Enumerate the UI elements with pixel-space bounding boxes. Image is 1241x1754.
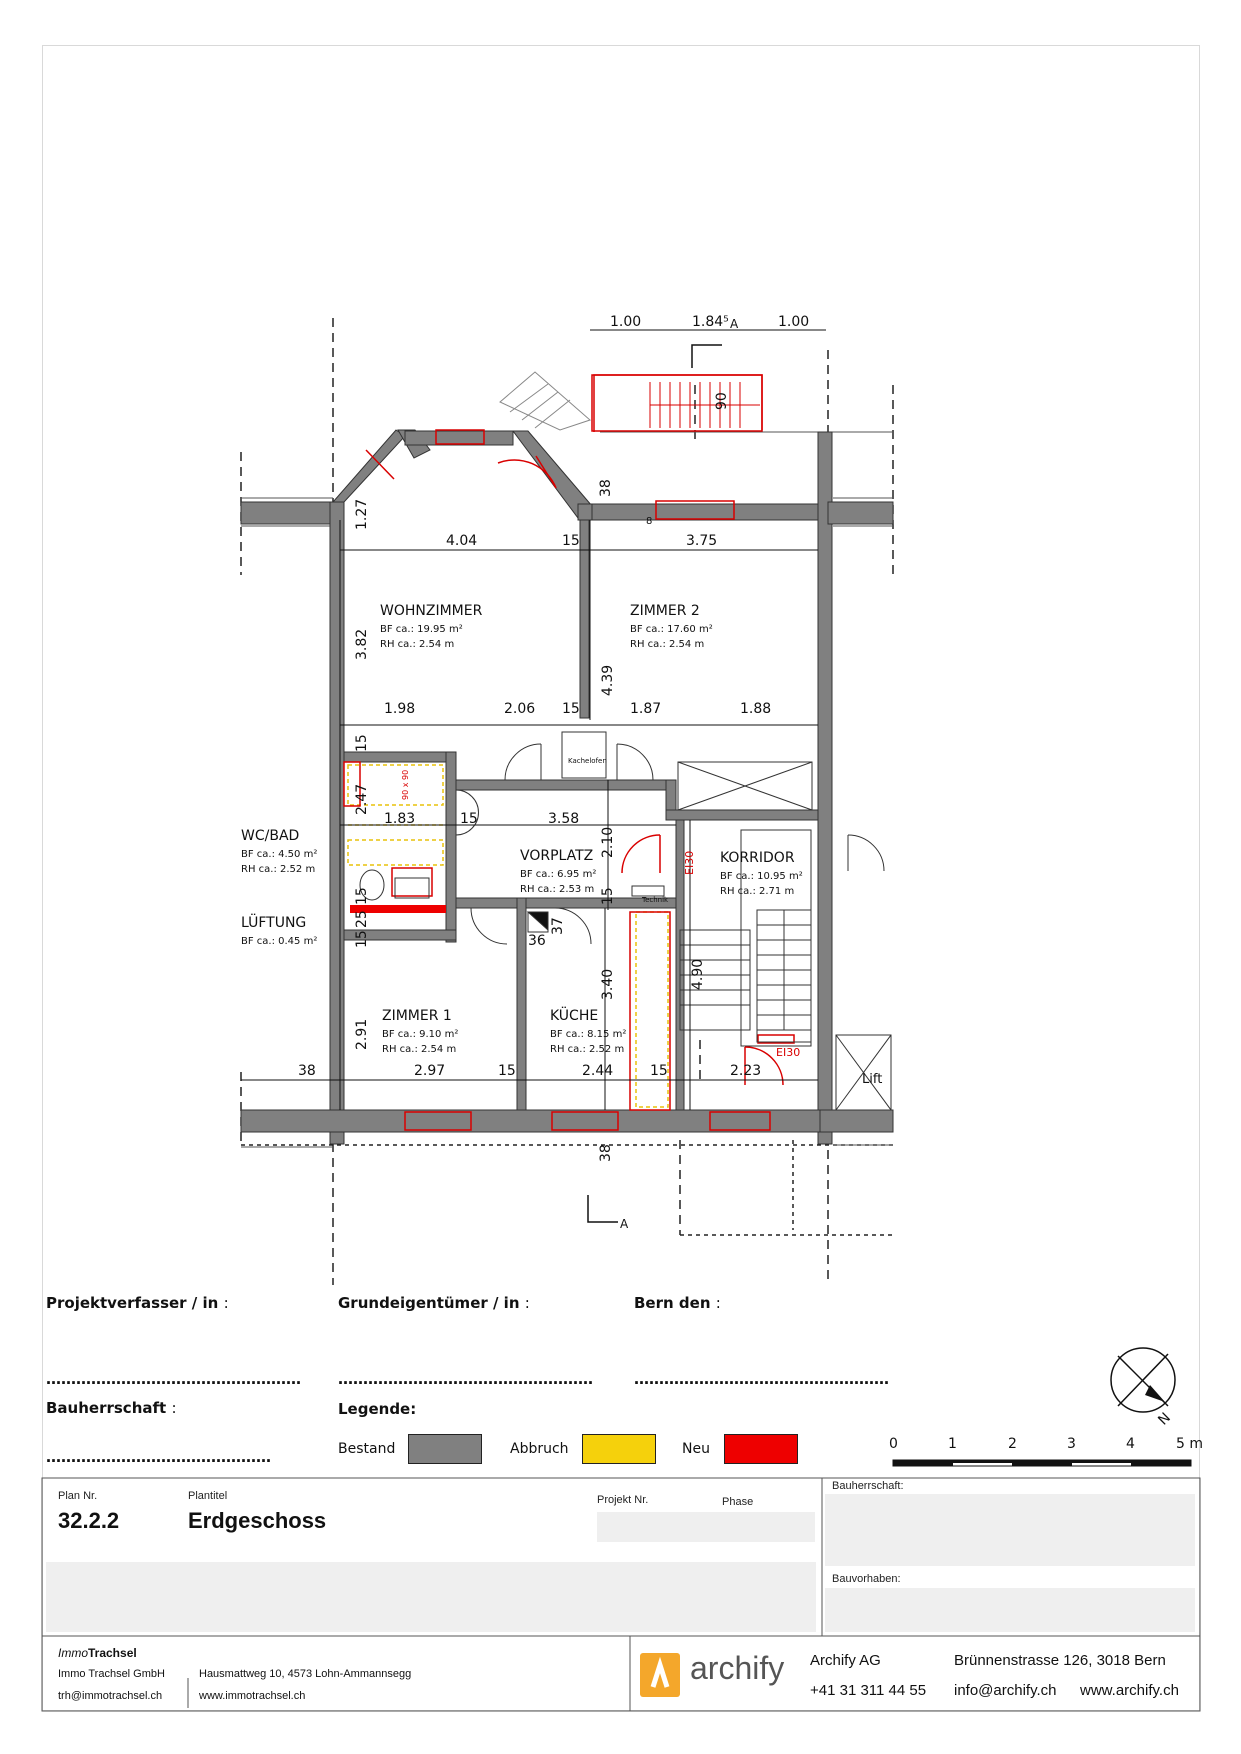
old-stair: [500, 372, 590, 430]
phase-label: Phase: [722, 1496, 754, 1508]
dim-text: 15: [498, 1063, 516, 1079]
legend-bestand-label: Bestand: [338, 1441, 396, 1457]
dim-text: 15: [600, 887, 616, 905]
bauherrschaft-label: Bauherrschaft:: [832, 1480, 904, 1492]
dim-text: 4.90: [690, 958, 706, 990]
room-name-vorplatz: VORPLATZ: [520, 848, 594, 864]
room-name-kueche: KÜCHE: [550, 1008, 599, 1024]
dim-text: 2.44: [582, 1063, 614, 1079]
plan-nr-label: Plan Nr.: [58, 1490, 98, 1502]
room-area: BF ca.: 17.60 m²: [630, 624, 713, 635]
room-area: BF ca.: 4.50 m²: [241, 849, 318, 860]
immo-address: Hausmattweg 10, 4573 Lohn-Ammannsegg: [199, 1668, 412, 1680]
scale-tick: 4: [1126, 1436, 1135, 1452]
scale-tick: 2: [1008, 1436, 1017, 1452]
scale-tick: 5 m: [1176, 1436, 1203, 1452]
room-height: RH ca.: 2.52 m: [550, 1044, 625, 1055]
signature-line: ………………………………………: [46, 1448, 271, 1466]
technik-label: Technik: [642, 896, 669, 904]
legend-bestand-swatch: [408, 1434, 482, 1464]
legend-abbruch-label: Abbruch: [510, 1441, 569, 1457]
immo-logo: ImmoTrachsel: [58, 1646, 137, 1660]
kachelofen-label: Kachelofen: [568, 757, 607, 765]
room-name-wcbad: WC/BAD: [241, 828, 300, 844]
dim-text: 2.23: [730, 1063, 762, 1079]
scale-tick: 3: [1067, 1436, 1076, 1452]
scale-ticks: [889, 1436, 1203, 1452]
scale-tick: 1: [948, 1436, 957, 1452]
scale-tick: 0: [889, 1436, 898, 1452]
room-height: RH ca.: 2.53 m: [520, 884, 595, 895]
lift-label: Lift: [862, 1072, 883, 1087]
projekt-nr-label: Projekt Nr.: [597, 1494, 649, 1506]
dim-text: 25: [354, 910, 370, 928]
legend-title: Legende:: [338, 1400, 417, 1418]
dim-text: 2.47: [354, 783, 370, 815]
dim-text: 15: [354, 887, 370, 905]
room-height: RH ca.: 2.52 m: [241, 864, 316, 875]
bauherrschaft-field: [825, 1494, 1195, 1566]
signature-line: ……………………………………………: [338, 1370, 593, 1388]
dim-text: 15: [562, 701, 580, 717]
dim-text: 1.83: [384, 811, 416, 827]
signature-line: ……………………………………………: [634, 1370, 889, 1388]
dim-text: 3.82: [354, 628, 370, 660]
archify-web[interactable]: www.archify.ch: [1080, 1682, 1179, 1699]
legend-neu-label: Neu: [682, 1441, 710, 1457]
bauvorhaben-label: Bauvorhaben:: [832, 1573, 901, 1585]
dim-text: 37: [550, 917, 566, 935]
scale-bar: [893, 1460, 1191, 1466]
dimension-texts: [298, 314, 809, 1231]
projektverfasser-label: Projektverfasser / in :: [46, 1294, 229, 1312]
north-label: N: [1155, 1409, 1174, 1429]
room-area: BF ca.: 10.95 m²: [720, 871, 803, 882]
projekt-nr-field: [597, 1512, 815, 1542]
dim-text: 1.27: [354, 498, 370, 530]
dim-text: 2.97: [414, 1063, 446, 1079]
plan-nr: 32.2.2: [58, 1508, 120, 1533]
section-label: A: [620, 1217, 629, 1231]
dim-text: 2.91: [354, 1018, 370, 1050]
room-name-korridor: KORRIDOR: [720, 850, 795, 866]
bauherrschaft-sig-label: Bauherrschaft :: [46, 1399, 177, 1417]
room-name-zimmer2: ZIMMER 2: [630, 603, 700, 619]
north-arrow-icon: [1111, 1348, 1175, 1429]
archify-phone: +41 31 311 44 55: [810, 1682, 927, 1699]
grundeigentuemer-label: Grundeigentümer / in :: [338, 1294, 530, 1312]
legend-abbruch-swatch: [582, 1434, 656, 1464]
archify-name: Archify AG: [810, 1652, 881, 1669]
signature-line: ……………………………………………: [46, 1370, 301, 1388]
dim-text: 36: [528, 933, 546, 949]
bauvorhaben-field: [825, 1588, 1195, 1632]
room-height: RH ca.: 2.71 m: [720, 886, 795, 897]
dim-text: 2.06: [504, 701, 536, 717]
bern-den-label: Bern den :: [634, 1294, 721, 1312]
dim-text: 2.10: [600, 826, 616, 858]
dim-text: 1.00: [610, 314, 642, 330]
dim-text: 1.00: [778, 314, 810, 330]
dim-text: 4.39: [600, 664, 616, 696]
ei30-label: EI30: [776, 1046, 801, 1059]
immo-name: Immo Trachsel GmbH: [58, 1668, 165, 1680]
dim-text: 38: [598, 479, 614, 497]
dim-text: 15: [354, 734, 370, 752]
legend-neu-swatch: [724, 1434, 798, 1464]
dim-text: 90: [714, 392, 730, 410]
dim-text: 1.87: [630, 701, 662, 717]
room-name-zimmer1: ZIMMER 1: [382, 1008, 452, 1024]
dim-text: 15: [562, 533, 580, 549]
dim-text: 1.98: [384, 701, 416, 717]
dim-text: 15: [650, 1063, 668, 1079]
room-height: RH ca.: 2.54 m: [630, 639, 705, 650]
dim-text: 15: [460, 811, 478, 827]
ei30-label: EI30: [683, 850, 696, 875]
room-area: BF ca.: 9.10 m²: [382, 1029, 459, 1040]
dim-text: 38: [298, 1063, 316, 1079]
room-height: RH ca.: 2.54 m: [380, 639, 455, 650]
section-label: A: [730, 317, 739, 331]
dim-text: 1.84⁵: [692, 314, 729, 330]
room-name-lueftung: LÜFTUNG: [241, 915, 307, 931]
archify-logo-text: archify: [690, 1650, 785, 1686]
dim-text: 38: [598, 1144, 614, 1162]
dim-text: 8: [646, 516, 653, 527]
dim-text: 3.75: [686, 533, 718, 549]
archify-logo-icon: [640, 1653, 680, 1697]
dim-text: 3.58: [548, 811, 580, 827]
room-area: BF ca.: 6.95 m²: [520, 869, 597, 880]
dim-text: 3.40: [600, 968, 616, 1000]
plantitel-label: Plantitel: [188, 1490, 228, 1502]
dim-text: 1.88: [740, 701, 772, 717]
shower-label: 90 x 90: [401, 769, 410, 800]
immo-web[interactable]: www.immotrachsel.ch: [199, 1690, 306, 1702]
room-height: RH ca.: 2.54 m: [382, 1044, 457, 1055]
archify-address: Brünnenstrasse 126, 3018 Bern: [954, 1652, 1166, 1669]
immo-email[interactable]: trh@immotrachsel.ch: [58, 1690, 163, 1702]
room-name-wohnzimmer: WOHNZIMMER: [380, 603, 483, 619]
dim-text: 15: [354, 930, 370, 948]
room-area: BF ca.: 19.95 m²: [380, 624, 463, 635]
dim-text: 4.04: [446, 533, 478, 549]
notes-field: [46, 1562, 816, 1632]
room-area: BF ca.: 8.15 m²: [550, 1029, 627, 1040]
plantitel: Erdgeschoss: [188, 1508, 327, 1533]
room-area: BF ca.: 0.45 m²: [241, 936, 318, 947]
archify-email[interactable]: info@archify.ch: [954, 1682, 1057, 1699]
